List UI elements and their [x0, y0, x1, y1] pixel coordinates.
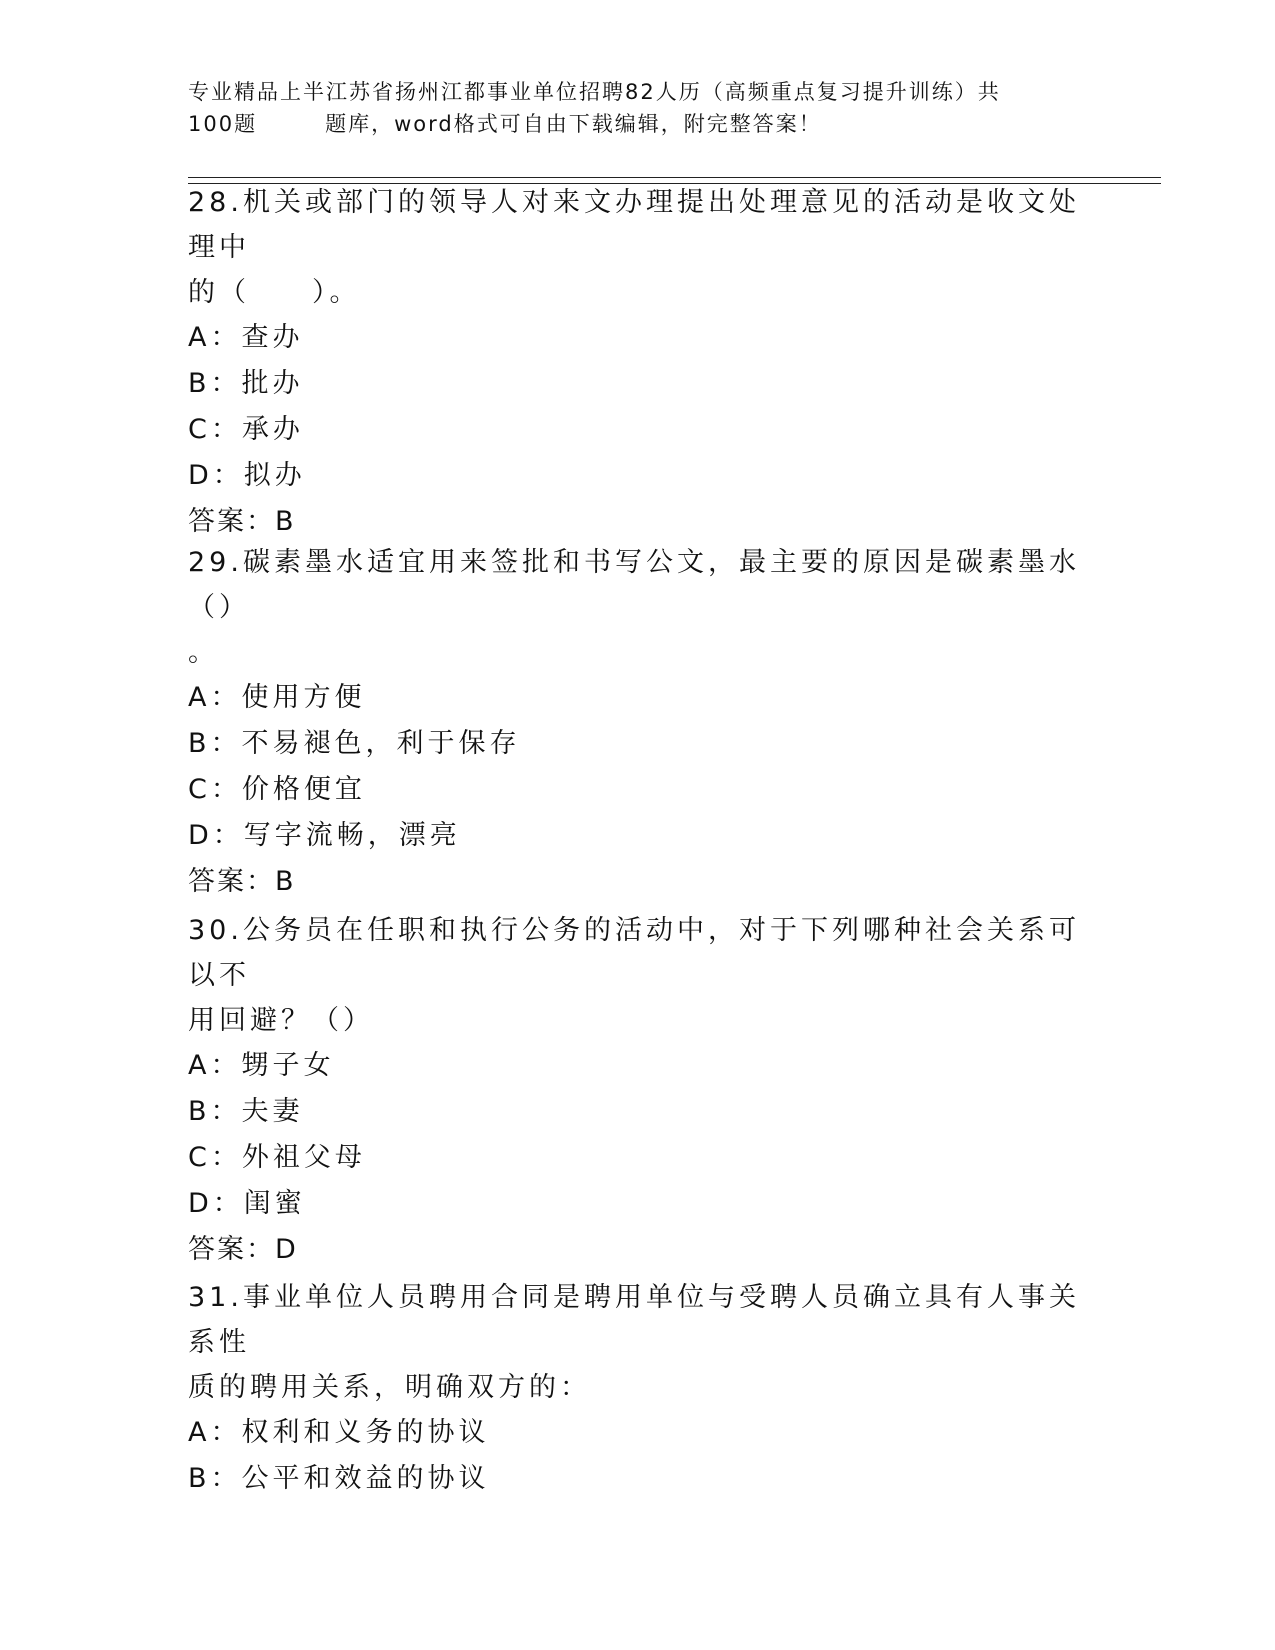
question-28	[188, 180, 1088, 545]
option-a: A：查办	[188, 322, 304, 353]
header-description: 题库，word格式可自由下载编辑，附完整答案！	[325, 112, 822, 136]
option-a: A：使用方便	[188, 682, 366, 713]
question-31	[188, 1275, 1088, 1502]
header-line-2	[188, 108, 1088, 140]
answer: 答案：B	[188, 506, 296, 537]
option-d: D：写字流畅，漂亮	[188, 820, 461, 851]
question-stem-line-2: 用回避？（）	[188, 1005, 374, 1036]
question-29	[188, 540, 1088, 905]
option-d: D：拟办	[188, 460, 306, 491]
question-stem	[188, 180, 1088, 315]
question-30	[188, 908, 1088, 1273]
option-b: B：夫妻	[188, 1096, 304, 1127]
question-stem-line-1: 31.事业单位人员聘用合同是聘用单位与受聘人员确立具有人事关系性	[188, 1282, 1080, 1358]
option-b: B：公平和效益的协议	[188, 1463, 490, 1494]
option-c: C：承办	[188, 414, 304, 445]
question-stem-line-1: 28.机关或部门的领导人对来文办理提出处理意见的活动是收文处理中	[188, 187, 1080, 263]
question-stem-line-1: 30.公务员在任职和执行公务的活动中，对于下列哪种社会关系可以不	[188, 915, 1080, 991]
question-stem-line-1: 29.碳素墨水适宜用来签批和书写公文，最主要的原因是碳素墨水（）	[188, 547, 1080, 623]
option-b: B：批办	[188, 368, 304, 399]
option-c: C：价格便宜	[188, 774, 366, 805]
option-a: A：权利和义务的协议	[188, 1417, 490, 1448]
question-stem	[188, 540, 1088, 675]
question-stem-line-2: 质的聘用关系，明确双方的：	[188, 1372, 591, 1403]
question-stem	[188, 1275, 1088, 1410]
question-stem-line-2: 的（ ）。	[188, 277, 361, 308]
document-header	[188, 76, 1088, 140]
option-d: D：闺蜜	[188, 1188, 306, 1219]
header-count: 100题	[188, 112, 258, 136]
question-stem	[188, 908, 1088, 1043]
header-line-1: 专业精品上半江苏省扬州江都事业单位招聘82人历（高频重点复习提升训练）共	[188, 80, 1001, 104]
header-divider-top	[188, 177, 1161, 178]
option-a: A：甥子女	[188, 1050, 335, 1081]
question-stem-line-2: 。	[188, 637, 219, 668]
answer: 答案：B	[188, 866, 296, 897]
option-b: B：不易褪色，利于保存	[188, 728, 521, 759]
answer: 答案：D	[188, 1234, 298, 1265]
option-c: C：外祖父母	[188, 1142, 366, 1173]
